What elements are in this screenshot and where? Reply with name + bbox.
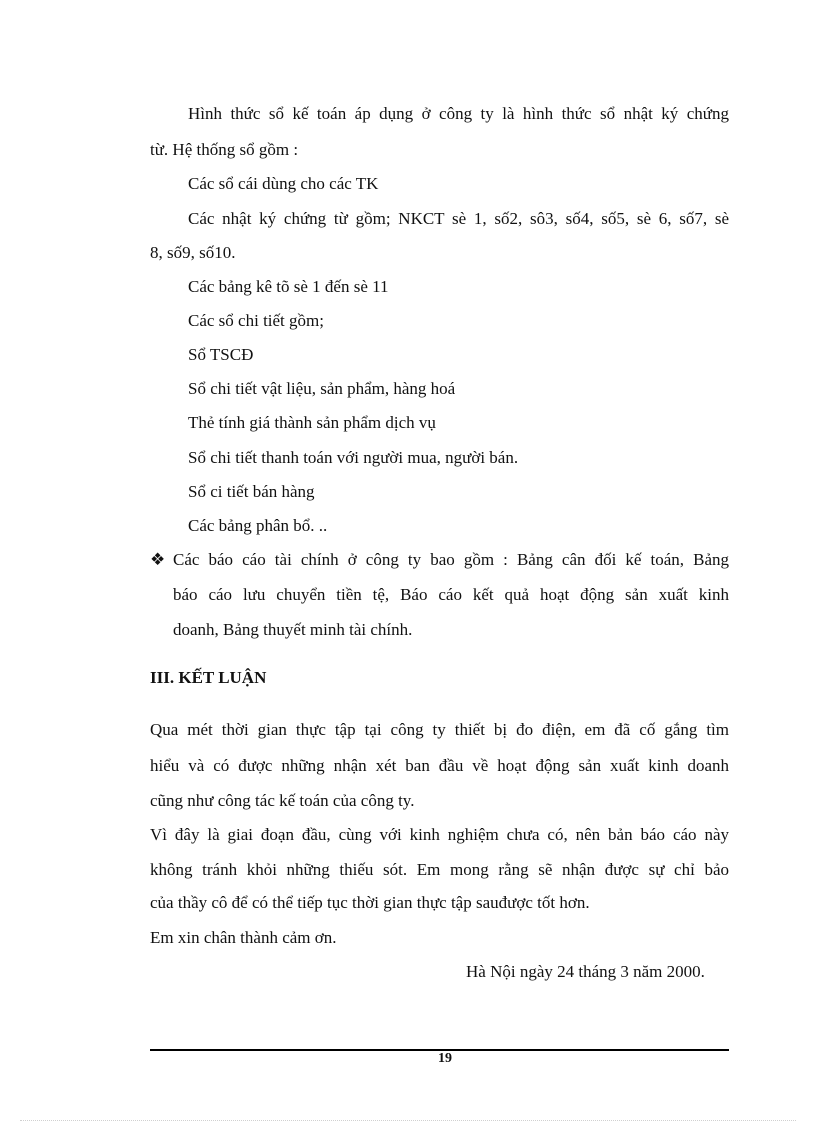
section-heading: III. KẾT LUẬN bbox=[150, 668, 267, 687]
bullet-line-3: doanh, Bảng thuyết minh tài chính. bbox=[173, 620, 413, 639]
intro-line-1: Hình thức sổ kế toán áp dụng ở công ty là hình thức sổ nhật ký chứng bbox=[188, 104, 729, 123]
list-item: Sổ TSCĐ bbox=[188, 345, 254, 364]
list-item: Sổ chi tiết vật liệu, sản phẩm, hàng hoá bbox=[188, 379, 456, 398]
list-item: 8, số9, số10. bbox=[150, 243, 236, 262]
list-item: Các bảng kê tõ sè 1 đến sè 11 bbox=[188, 277, 389, 296]
conclusion-line-2: hiểu và có được những nhận xét ban đầu về hoạt động sản xuất kinh doanh bbox=[150, 756, 729, 775]
list-item: Sổ chi tiết thanh toán với người mua, người bán. bbox=[188, 448, 519, 467]
list-item: Thẻ tính giá thành sản phẩm dịch vụ bbox=[188, 413, 436, 432]
conclusion-line-1: Qua mét thời gian thực tập tại công ty thiết bị đo điện, em đã cố gắng tìm bbox=[150, 720, 729, 739]
intro-line-2: từ. Hệ thống sổ gồm : bbox=[150, 140, 299, 159]
conclusion-line-3: cũng như công tác kế toán của công ty. bbox=[150, 791, 415, 810]
bullet-line-2: báo cáo lưu chuyển tiền tệ, Báo cáo kết quả hoạt động sản xuất kinh bbox=[173, 585, 729, 604]
bottom-dotted-divider bbox=[20, 1120, 796, 1121]
list-item: Các sổ cái dùng cho các TK bbox=[188, 174, 379, 193]
list-item: Các bảng phân bổ. .. bbox=[188, 516, 328, 535]
page-number: 19 bbox=[438, 1051, 452, 1066]
conclusion-line-5: không tránh khỏi những thiếu sót. Em mong rằng sẽ nhận được sự chỉ bảo bbox=[150, 860, 729, 879]
bullet-line-1: Các báo cáo tài chính ở công ty bao gồm : Bảng cân đối kế toán, Bảng bbox=[173, 550, 729, 569]
list-item: Các sổ chi tiết gồm; bbox=[188, 311, 324, 330]
date-line: Hà Nội ngày 24 tháng 3 năm 2000. bbox=[466, 962, 705, 981]
thanks-line: Em xin chân thành cảm ơn. bbox=[150, 928, 337, 947]
list-item: Các nhật ký chứng từ gồm; NKCT sè 1, số2, sô3, số4, số5, sè 6, số7, sè bbox=[188, 209, 729, 228]
list-item: Sổ ci tiết bán hàng bbox=[188, 482, 315, 501]
conclusion-line-6: của thầy cô để có thể tiếp tục thời gian thực tập sauđược tốt hơn. bbox=[150, 893, 590, 912]
diamond-bullet-icon: ❖ bbox=[150, 550, 166, 569]
conclusion-line-4: Vì đây là giai đoạn đầu, cùng với kinh nghiệm chưa có, nên bản báo cáo này bbox=[150, 825, 729, 844]
